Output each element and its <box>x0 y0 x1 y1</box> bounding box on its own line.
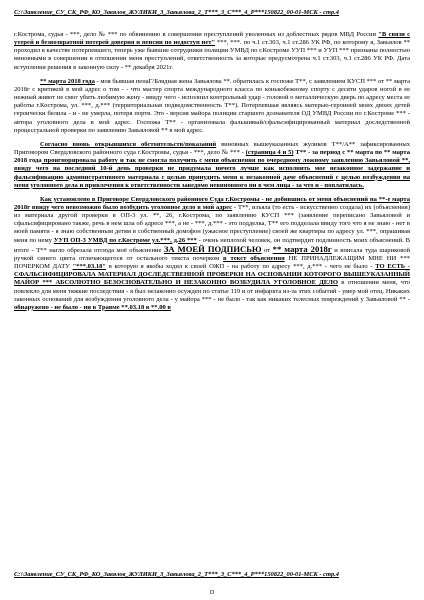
document-body <box>14 31 410 312</box>
p4-text-f: в которую я якобы ходил к своей ОЖП - на работу по адресу ***, д.*** - чего не было - <box>106 263 376 271</box>
paragraph-verdict-findings <box>14 196 410 312</box>
paragraph-court-case <box>14 31 410 72</box>
p4-fake-date: "***.03.18" <box>72 263 107 271</box>
p3-page-ref: (страница 4 и 5) <box>245 149 294 157</box>
p4-text-a: - Т**, изъяла (то есть - искусственно создала) их (объяснения) из материала другой проверки в ОП-3 ул. **, 26, г.Кострома, по заявлению КУСП *** (заявление переписано Завьяловой и сфальсифицировано также, речь в нем шла об адресе ***, а не - ***, д.*** - это подделка, Т** его подделала ввиду того что я не знаю - нет в моей памяти - я знаю собственным детям в собственный домофон (ужасное преступление) своей же квартиры по адресу ул. ***, опрашивая меня по нему <box>14 203 410 244</box>
p2-date: ** марта 2018 года <box>40 77 95 85</box>
p1-text-b: ***, ***. по ч.1 ст.303, ч.1 ст.286 УК РФ, по которому я, Завьялов ** проходил в качестве потерпевшего, теперь уже бывшие сотрудники полиции УМВД по г.Костроме УУП *** и УУП *** признаны полностью виновными в совершении в отношении меня преступлений, ответственность за которые предусмотрена ч.1 ст.303, ч.1 ст.286 УК РФ. Дата вступления решения в законную силу - ** декабря 2021г. <box>14 39 411 71</box>
p4-no-injuries: обнаружено - не было - ни в Травме **.03.18 в **.00 в <box>14 303 171 311</box>
p4-text-b: - очень неплохой человек, он подтвердит подлинность моих объяснений. В итоге - Т** нагло обрезала отсюда моё объяснение <box>14 236 410 254</box>
p4-text-g: в отношении меня, что повлекло для меня тяжкие последствия - я был незаконно осужден по статье 119 и от инфаркта из-за этих событий - умер мой отец. Никаких законных оснований для возбуждения уголовного дела - у майора *** - не было - так как никаких телесных повреждений у Завьяловой ** - <box>14 279 411 303</box>
p4-signature-phrase: ЗА МОЕЙ ПОДПИСЬЮ <box>163 243 262 254</box>
p3-heading: Согласно вновь открывшихся обстоятельств/показаний <box>40 140 217 148</box>
p1-quote: "В связи с утерей и безвозвратной потерей доверия и пенсии по недоступ нет" <box>14 31 410 47</box>
p2-text: - моя бывшая пенаГ/Блядная жена Завьялова **. обратилась к госпоже Т**, с заявлением КУСП *** от ** марта 2018г с критикой в мой адрес о том - - что мастер спорта международного класса по конькобежному спорту с десяти ударов ногой в ее нежный живот не смог убить любимую жену - ввиду чего - исполнил контрольный удар - головой о металлическую дверь по адресу места ее работы г.Кострома, ул. ***, д.*** (территориальная подведомственность Т**). Потерпевшая являясь матерью-героиней моих двоих детей героически белила - и - не умерла, потеря портя. Это - версия майора полиции старшего дознавателя ОД УМВД России по г.Костроме *** - автора уголовного дела в мой адрес. Госпожа Т** - организовала фальшивый/сфальсифицированный материал доследственной процессуальной проверки по заявлению Завьяловой ** в мой адрес. <box>14 77 411 134</box>
p4-lead: Как установлено в Приговоре Свердловского районного Суда г.Костромы - не добившись от меня объяснений на **-е марта 2018г ввиду чего невозможно было возбудить уголовное дело в мой адрес <box>14 195 410 211</box>
p3-text-b: проигнорировала работу и так не смогла получить с меня объяснения по очередному ложному заявлению Завьяловой **, ввиду чего на последний 10-й день проверки не придумала ничего лучше как исполнить мое незаконное задержание и фальсификацию административного материала с целью принудить меня к незаконной даче объяснений с целью возбуждения на меня уголовного дела и привлечения к ответственности заведомо невиновного ни в чем лица - за что и - поплатилась. <box>14 157 410 189</box>
p4-text-e: НЕ ПРИНАДЛЕЖАЩИМ МНЕ НИ *** ПОЧЕРКОМ ДАТУ <box>14 254 410 271</box>
page-letter: D <box>209 590 215 596</box>
p4-date: ** марта 2018г <box>272 243 332 254</box>
p1-text-a: г.Кострома, судья - ***, дело № *** по обвинению в совершении преступлений уволенных из доблестных рядов МВД России <box>14 31 379 38</box>
p4-text-d: и вписала туда шариковой ручкой синего цвета отличающегося от остального текста почерком <box>14 246 411 262</box>
p4-falsification: ТО ЕСТЬ - СФАЛЬСИФИЦИРОВАЛА МАТЕРИАЛ ДОСЛЕДСТВЕННОЙ ПРОВЕРКИ НА ОСНОВАНИИ КОТОРОГО ВЫШЕУКАЗАННЫЙ МАЙОР *** АБСОЛЮТНО БЕЗОСНОВАТЕЛЬНО И НЕЗАКОННО ВОЗБУДИЛА УГОЛОВНОЕ ДЕЛО <box>14 263 410 287</box>
page-footer-filepath: C:\\Заявление_СУ_СК_РФ_КО_Завялов_ЖУЛИКИ_3_Завьялова_2_Т***_3_С***_4_Р***150822_00-01-МСК - стр.4 <box>14 571 339 578</box>
p4-in-text: в текст объяснения <box>223 254 285 262</box>
paragraph-march-2018 <box>14 78 410 135</box>
p3-period: Т** - за период с ** марта по ** марта 2018 года <box>14 149 411 165</box>
page-header-filepath: C:\\Заявление_СУ_СК_РФ_КО_Завялов_ЖУЛИКИ_3_Завьялова_2_Т***_3_С***_4_Р***150822_00-01-МСК - стр.4 <box>14 9 339 16</box>
p3-text-a: виновных вышеуказанных жуликов Т**/А** зафиксированных Приговором Свердловского районного суда г.Костромы, судья - ***, дело № *** - <box>14 140 410 157</box>
p4-text-c: от <box>261 246 273 254</box>
p4-officer-ref: УУП ОП-3 УМВД по г.Костроме ул.***, д.26 *** <box>53 236 197 244</box>
paragraph-new-circumstances <box>14 141 410 190</box>
